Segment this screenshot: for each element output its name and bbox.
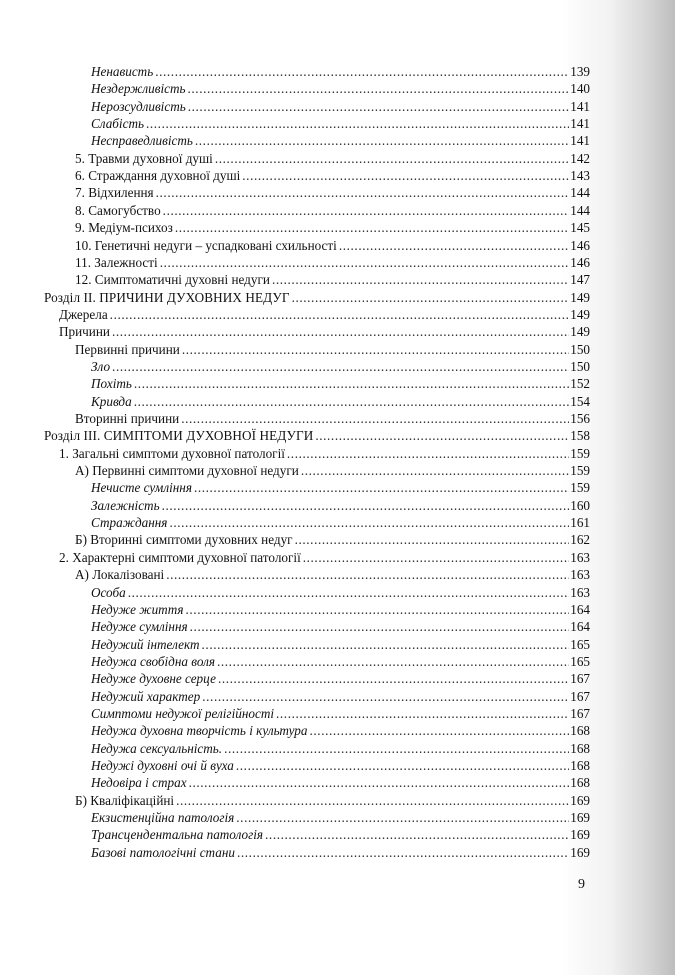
dot-leader xyxy=(156,184,570,201)
toc-entry-title: Кривда xyxy=(91,394,132,409)
toc-entry-page: 147 xyxy=(570,272,590,287)
toc-entry-title: Недовіра і страх xyxy=(91,775,187,790)
toc-entry-page: 167 xyxy=(570,689,590,704)
toc-entry-page: 159 xyxy=(570,463,590,478)
toc-entry-title: 12. Симптоматичні духовні недуги xyxy=(75,272,270,287)
toc-entry-title: Зло xyxy=(91,359,111,374)
dot-leader xyxy=(166,566,569,583)
dot-leader xyxy=(276,705,569,722)
toc-entry-title: Недужий інтелект xyxy=(91,637,200,652)
toc-entry xyxy=(75,462,590,479)
dot-leader xyxy=(189,774,570,791)
dot-leader xyxy=(176,792,569,809)
toc-entry-page: 142 xyxy=(570,151,590,166)
toc-entry-title: Недужа сексуальність. xyxy=(91,741,223,756)
toc-entry-page: 163 xyxy=(570,567,590,582)
toc-entry-title: Розділ ІІІ. СИМПТОМИ ДУХОВНОЇ НЕДУГИ xyxy=(44,428,314,443)
toc-entry xyxy=(91,393,590,410)
toc-entry xyxy=(91,809,590,826)
toc-entry-page: 139 xyxy=(570,64,590,79)
dot-leader xyxy=(188,98,569,115)
toc-entry-page: 150 xyxy=(570,359,590,374)
toc-entry xyxy=(91,740,590,757)
toc-entry-page: 168 xyxy=(570,775,590,790)
toc-entry xyxy=(91,722,590,739)
toc-entry-page: 159 xyxy=(570,446,590,461)
toc-entry xyxy=(91,670,590,687)
toc-entry-page: 164 xyxy=(570,619,590,634)
dot-leader xyxy=(186,601,570,618)
dot-leader xyxy=(272,271,569,288)
toc-entry xyxy=(91,115,590,132)
toc-entry-page: 152 xyxy=(570,376,590,391)
toc-entry-title: А) Локалізовані xyxy=(75,567,165,582)
toc-entry xyxy=(75,566,590,583)
dot-leader xyxy=(202,688,569,705)
dot-leader xyxy=(237,844,569,861)
toc-entry-page: 141 xyxy=(570,99,590,114)
dot-leader xyxy=(265,826,569,843)
toc-entry-title: 5. Травми духовної душі xyxy=(75,151,213,166)
toc-entry xyxy=(75,184,590,201)
toc-entry xyxy=(91,98,590,115)
toc-entry-title: Недуже життя xyxy=(91,602,184,617)
toc-entry-title: 7. Відхилення xyxy=(75,185,154,200)
toc-entry-title: Недуже духовне серце xyxy=(91,671,216,686)
dot-leader xyxy=(155,63,569,80)
toc-entry-title: Залежність xyxy=(91,498,160,513)
toc-entry-title: 2. Характерні симптоми духовної патології xyxy=(59,550,301,565)
toc-entry xyxy=(91,826,590,843)
toc-entry-page: 168 xyxy=(570,723,590,738)
dot-leader xyxy=(287,445,569,462)
toc-entry xyxy=(91,479,590,496)
toc-entry xyxy=(91,601,590,618)
toc-entry-title: Причини xyxy=(59,324,110,339)
toc-entry xyxy=(75,410,590,427)
toc-entry-page: 169 xyxy=(570,810,590,825)
toc-entry-title: Недуже сумління xyxy=(91,619,188,634)
toc-entry-title: Первинні причини xyxy=(75,342,180,357)
toc-entry-page: 146 xyxy=(570,255,590,270)
toc-entry-title: Б) Кваліфікаційні xyxy=(75,793,175,808)
toc-entry-title: Нечисте сумління xyxy=(91,480,192,495)
toc-entry xyxy=(91,774,590,791)
dot-leader xyxy=(202,636,570,653)
dot-leader xyxy=(110,306,570,323)
dot-leader xyxy=(315,427,569,444)
toc-entry xyxy=(75,531,590,548)
toc-entry-page: 140 xyxy=(570,81,590,96)
toc-entry-page: 149 xyxy=(570,290,590,305)
dot-leader xyxy=(146,115,569,132)
toc-entry-title: Вторинні причини xyxy=(75,411,180,426)
toc-entry-title: Слабість xyxy=(91,116,144,131)
toc-entry-title: Недужі духовні очі й вуха xyxy=(91,758,234,773)
toc-entry-title: Екзистенційна патологія xyxy=(91,810,235,825)
toc-entry xyxy=(91,705,590,722)
toc-entry-page: 149 xyxy=(570,307,590,322)
toc-entry xyxy=(59,306,590,323)
toc-entry-page: 141 xyxy=(570,133,590,148)
toc-entry xyxy=(59,549,590,566)
toc-entry-title: А) Первинні симптоми духовної недуги xyxy=(75,463,299,478)
page-number: 9 xyxy=(578,877,585,892)
toc-entry-title: 1. Загальні симптоми духовної патології xyxy=(59,446,285,461)
toc-entry-page: 158 xyxy=(570,428,590,443)
toc-entry xyxy=(91,688,590,705)
toc-entry-title: Недужа духовна творчість і культура xyxy=(91,723,308,738)
toc-entry-title: Базові патологічні стани xyxy=(91,845,235,860)
toc-entry-title: Симптоми недужої релігійності xyxy=(91,706,275,721)
dot-leader xyxy=(134,375,569,392)
dot-leader xyxy=(169,514,569,531)
dot-leader xyxy=(339,237,569,254)
toc-entry-title: Розділ ІІ. ПРИЧИНИ ДУХОВНИХ НЕДУГ xyxy=(44,290,290,305)
toc-entry-page: 169 xyxy=(570,845,590,860)
toc-entry-page: 144 xyxy=(570,203,590,218)
toc-entry xyxy=(75,254,590,271)
toc-entry-title: Нерозсудливість xyxy=(91,99,186,114)
toc-entry-page: 159 xyxy=(570,480,590,495)
dot-leader xyxy=(163,202,570,219)
toc-entry-page: 145 xyxy=(570,220,590,235)
toc-entry-page: 167 xyxy=(570,706,590,721)
toc-entry-page: 167 xyxy=(570,671,590,686)
toc-entry xyxy=(91,375,590,392)
toc-entry-page: 143 xyxy=(570,168,590,183)
toc-entry-title: Недужий характер xyxy=(91,689,201,704)
dot-leader xyxy=(215,150,569,167)
toc-entry xyxy=(59,323,590,340)
toc-section-entry xyxy=(44,427,590,444)
toc-entry-page: 144 xyxy=(570,185,590,200)
toc-entry xyxy=(91,584,590,601)
toc-entry xyxy=(91,80,590,97)
dot-leader xyxy=(112,323,569,340)
toc-entry-title: Б) Вторинні симптоми духовних недуг xyxy=(75,532,293,547)
toc-entry xyxy=(59,445,590,462)
toc-entry xyxy=(91,132,590,149)
toc-entry-title: Недужа свобідна воля xyxy=(91,654,215,669)
toc-entry-page: 161 xyxy=(570,515,590,530)
dot-leader xyxy=(162,497,570,514)
toc-entry xyxy=(91,618,590,635)
toc-entry-page: 169 xyxy=(570,827,590,842)
toc-entry-title: Особа xyxy=(91,585,126,600)
toc-entry xyxy=(91,636,590,653)
dot-leader xyxy=(303,549,569,566)
dot-leader xyxy=(181,410,569,427)
toc-entry-page: 146 xyxy=(570,238,590,253)
dot-leader xyxy=(134,393,570,410)
toc-entry-title: Нездержливість xyxy=(91,81,186,96)
toc-entry-title: 9. Медіум-психоз xyxy=(75,220,173,235)
toc-entry-page: 154 xyxy=(570,394,590,409)
toc-entry-title: 10. Генетичні недуги – успадковані схильності xyxy=(75,238,337,253)
toc-entry-page: 162 xyxy=(570,532,590,547)
toc-entry-title: Похіть xyxy=(91,376,132,391)
dot-leader xyxy=(182,341,569,358)
toc-entry-page: 165 xyxy=(570,654,590,669)
toc-entry-page: 141 xyxy=(570,116,590,131)
dot-leader xyxy=(310,722,570,739)
toc-entry-title: 11. Залежності xyxy=(75,255,158,270)
dot-leader xyxy=(295,531,570,548)
toc-section-entry xyxy=(44,289,590,306)
toc-entry-page: 163 xyxy=(570,585,590,600)
dot-leader xyxy=(301,462,569,479)
toc-entry-page: 149 xyxy=(570,324,590,339)
toc-entry-page: 169 xyxy=(570,793,590,808)
toc-entry xyxy=(91,653,590,670)
toc-entry xyxy=(75,792,590,809)
toc-entry-page: 165 xyxy=(570,637,590,652)
dot-leader xyxy=(188,80,570,97)
toc-entry-page: 163 xyxy=(570,550,590,565)
dot-leader xyxy=(160,254,570,271)
toc-entry-title: 8. Самогубство xyxy=(75,203,161,218)
dot-leader xyxy=(190,618,570,635)
toc-entry xyxy=(91,514,590,531)
dot-leader xyxy=(242,167,569,184)
toc-entry-page: 164 xyxy=(570,602,590,617)
dot-leader xyxy=(292,289,570,306)
toc-entry xyxy=(91,358,590,375)
toc-entry xyxy=(75,237,590,254)
toc-entry-title: Несправедливість xyxy=(91,133,193,148)
dot-leader xyxy=(128,584,570,601)
dot-leader xyxy=(236,757,569,774)
toc-entry-page: 156 xyxy=(570,411,590,426)
toc-entry xyxy=(91,844,590,861)
toc-entry xyxy=(91,63,590,80)
toc-entry xyxy=(75,271,590,288)
toc-entry xyxy=(91,497,590,514)
dot-leader xyxy=(236,809,569,826)
toc-entry-title: Джерела xyxy=(59,307,108,322)
toc-entry-title: Трансцендентальна патологія xyxy=(91,827,264,842)
toc-entry xyxy=(75,219,590,236)
toc-entry xyxy=(75,341,590,358)
toc-entry xyxy=(75,150,590,167)
toc-entry-page: 168 xyxy=(570,758,590,773)
toc-entry-title: Страждання xyxy=(91,515,168,530)
toc-entry-title: 6. Страждання духовної душі xyxy=(75,168,241,183)
dot-leader xyxy=(112,358,569,375)
toc-entry-page: 150 xyxy=(570,342,590,357)
toc-entry xyxy=(91,757,590,774)
toc-entry xyxy=(75,167,590,184)
dot-leader xyxy=(217,653,569,670)
toc-entry xyxy=(75,202,590,219)
toc-entry-page: 168 xyxy=(570,741,590,756)
dot-leader xyxy=(218,670,569,687)
toc-entry-title: Ненависть xyxy=(91,64,154,79)
dot-leader xyxy=(195,132,569,149)
dot-leader xyxy=(224,740,569,757)
toc-entry-page: 160 xyxy=(570,498,590,513)
dot-leader xyxy=(194,479,569,496)
dot-leader xyxy=(175,219,569,236)
